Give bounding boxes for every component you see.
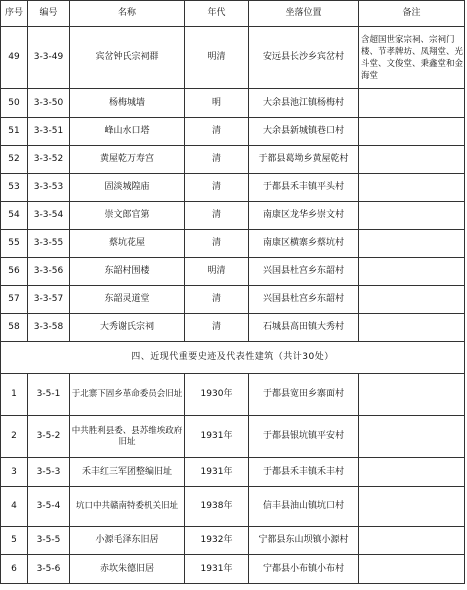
row-code: 3-3-54 (28, 202, 70, 230)
table-row (1, 416, 465, 458)
row-code: 3-3-58 (28, 314, 70, 342)
table-row (1, 230, 465, 258)
row-seq: 52 (1, 146, 28, 174)
row-seq: 57 (1, 286, 28, 314)
row-code: 3-3-55 (28, 230, 70, 258)
row-location: 于都县禾丰镇平头村 (249, 174, 359, 202)
header-seq: 序号 (1, 1, 28, 27)
row-name: 宾岔钟氏宗祠群 (70, 27, 185, 89)
row-code: 3-5-1 (28, 374, 70, 416)
table-row (1, 146, 465, 174)
row-code: 3-3-50 (28, 89, 70, 118)
row-seq: 51 (1, 118, 28, 146)
row-era: 清 (185, 286, 249, 314)
header-row (1, 1, 465, 27)
row-name: 赤坎朱德旧居 (70, 555, 185, 584)
row-era: 明清 (185, 258, 249, 286)
row-location: 大余县新城镇巷口村 (249, 118, 359, 146)
row-code: 3-3-53 (28, 174, 70, 202)
row-name: 东韶灵道堂 (70, 286, 185, 314)
table-row (1, 458, 465, 487)
row-location: 于都县禾丰镇禾丰村 (249, 458, 359, 487)
row-note (359, 89, 465, 118)
row-location: 于都县宽田乡寨面村 (249, 374, 359, 416)
row-location: 宁都县小布镇小布村 (249, 555, 359, 584)
row-location: 宁都县东山坝镇小源村 (249, 527, 359, 555)
row-name: 坑口中共赣南特委机关旧址 (70, 487, 185, 527)
row-seq: 4 (1, 487, 28, 527)
row-era: 清 (185, 118, 249, 146)
row-note: 含超国世家宗祠、宗祠门楼、节孝牌坊、凤翔堂、光斗堂、文俊堂、秉鑫堂和金海堂 (359, 27, 465, 89)
row-name: 大秀谢氏宗祠 (70, 314, 185, 342)
table-row (1, 286, 465, 314)
table-row (1, 555, 465, 584)
row-code: 3-5-3 (28, 458, 70, 487)
table-row (1, 487, 465, 527)
table-row (1, 27, 465, 89)
row-location: 于都县银坑镇平安村 (249, 416, 359, 458)
header-era: 年代 (185, 1, 249, 27)
row-era: 明清 (185, 27, 249, 89)
row-era: 清 (185, 146, 249, 174)
row-seq: 5 (1, 527, 28, 555)
header-name: 名称 (70, 1, 185, 27)
row-name: 杨梅城墙 (70, 89, 185, 118)
row-seq: 53 (1, 174, 28, 202)
row-location: 安远县长沙乡宾岔村 (249, 27, 359, 89)
row-name: 固淡城隍庙 (70, 174, 185, 202)
row-era: 1930年 (185, 374, 249, 416)
table-row (1, 258, 465, 286)
row-note (359, 416, 465, 458)
row-note (359, 555, 465, 584)
section-header-row (1, 342, 465, 374)
table-row (1, 202, 465, 230)
row-era: 1931年 (185, 458, 249, 487)
row-note (359, 374, 465, 416)
row-note (359, 118, 465, 146)
row-location: 大余县池江镇杨梅村 (249, 89, 359, 118)
section-title: 四、近现代重要史迹及代表性建筑（共计30处） (1, 342, 465, 374)
row-note (359, 487, 465, 527)
row-location: 信丰县油山镇坑口村 (249, 487, 359, 527)
table-row (1, 174, 465, 202)
row-location: 兴国县杜宫乡东韶村 (249, 258, 359, 286)
row-seq: 2 (1, 416, 28, 458)
row-era: 1931年 (185, 416, 249, 458)
row-name: 崇文郎官第 (70, 202, 185, 230)
row-era: 1931年 (185, 555, 249, 584)
row-code: 3-5-5 (28, 527, 70, 555)
row-code: 3-5-4 (28, 487, 70, 527)
header-location: 坐落位置 (249, 1, 359, 27)
row-note (359, 230, 465, 258)
row-note (359, 314, 465, 342)
row-note (359, 146, 465, 174)
row-location: 兴国县杜宫乡东韶村 (249, 286, 359, 314)
table-row (1, 527, 465, 555)
row-location: 石城县高田镇大秀村 (249, 314, 359, 342)
row-seq: 58 (1, 314, 28, 342)
row-code: 3-3-49 (28, 27, 70, 89)
row-note (359, 174, 465, 202)
row-location: 于都县葛坳乡黄屋乾村 (249, 146, 359, 174)
row-seq: 3 (1, 458, 28, 487)
header-note: 备注 (359, 1, 465, 27)
row-name: 禾丰红三军团整编旧址 (70, 458, 185, 487)
header-code: 编号 (28, 1, 70, 27)
row-code: 3-5-6 (28, 555, 70, 584)
row-era: 清 (185, 174, 249, 202)
row-location: 南康区横寨乡蔡坑村 (249, 230, 359, 258)
row-seq: 1 (1, 374, 28, 416)
row-note (359, 458, 465, 487)
row-name: 东韶村围楼 (70, 258, 185, 286)
row-name: 峰山水口塔 (70, 118, 185, 146)
row-seq: 50 (1, 89, 28, 118)
row-seq: 55 (1, 230, 28, 258)
row-era: 清 (185, 202, 249, 230)
table-row (1, 118, 465, 146)
row-note (359, 527, 465, 555)
row-note (359, 258, 465, 286)
row-code: 3-3-57 (28, 286, 70, 314)
row-name: 于北寨下固乡革命委员会旧址 (70, 374, 185, 416)
row-seq: 49 (1, 27, 28, 89)
row-code: 3-3-51 (28, 118, 70, 146)
row-note (359, 286, 465, 314)
row-era: 1938年 (185, 487, 249, 527)
table-row (1, 89, 465, 118)
row-era: 1932年 (185, 527, 249, 555)
table-row (1, 374, 465, 416)
row-location: 南康区龙华乡崇文村 (249, 202, 359, 230)
row-name: 小源毛泽东旧居 (70, 527, 185, 555)
row-name: 黄屋乾万寿宫 (70, 146, 185, 174)
row-seq: 6 (1, 555, 28, 584)
row-seq: 56 (1, 258, 28, 286)
row-era: 清 (185, 314, 249, 342)
row-era: 明 (185, 89, 249, 118)
row-name: 中共胜利县委、县苏维埃政府旧址 (70, 416, 185, 458)
table-row (1, 314, 465, 342)
row-code: 3-3-56 (28, 258, 70, 286)
row-name: 蔡坑花屋 (70, 230, 185, 258)
row-code: 3-3-52 (28, 146, 70, 174)
row-code: 3-5-2 (28, 416, 70, 458)
row-era: 清 (185, 230, 249, 258)
row-seq: 54 (1, 202, 28, 230)
row-note (359, 202, 465, 230)
